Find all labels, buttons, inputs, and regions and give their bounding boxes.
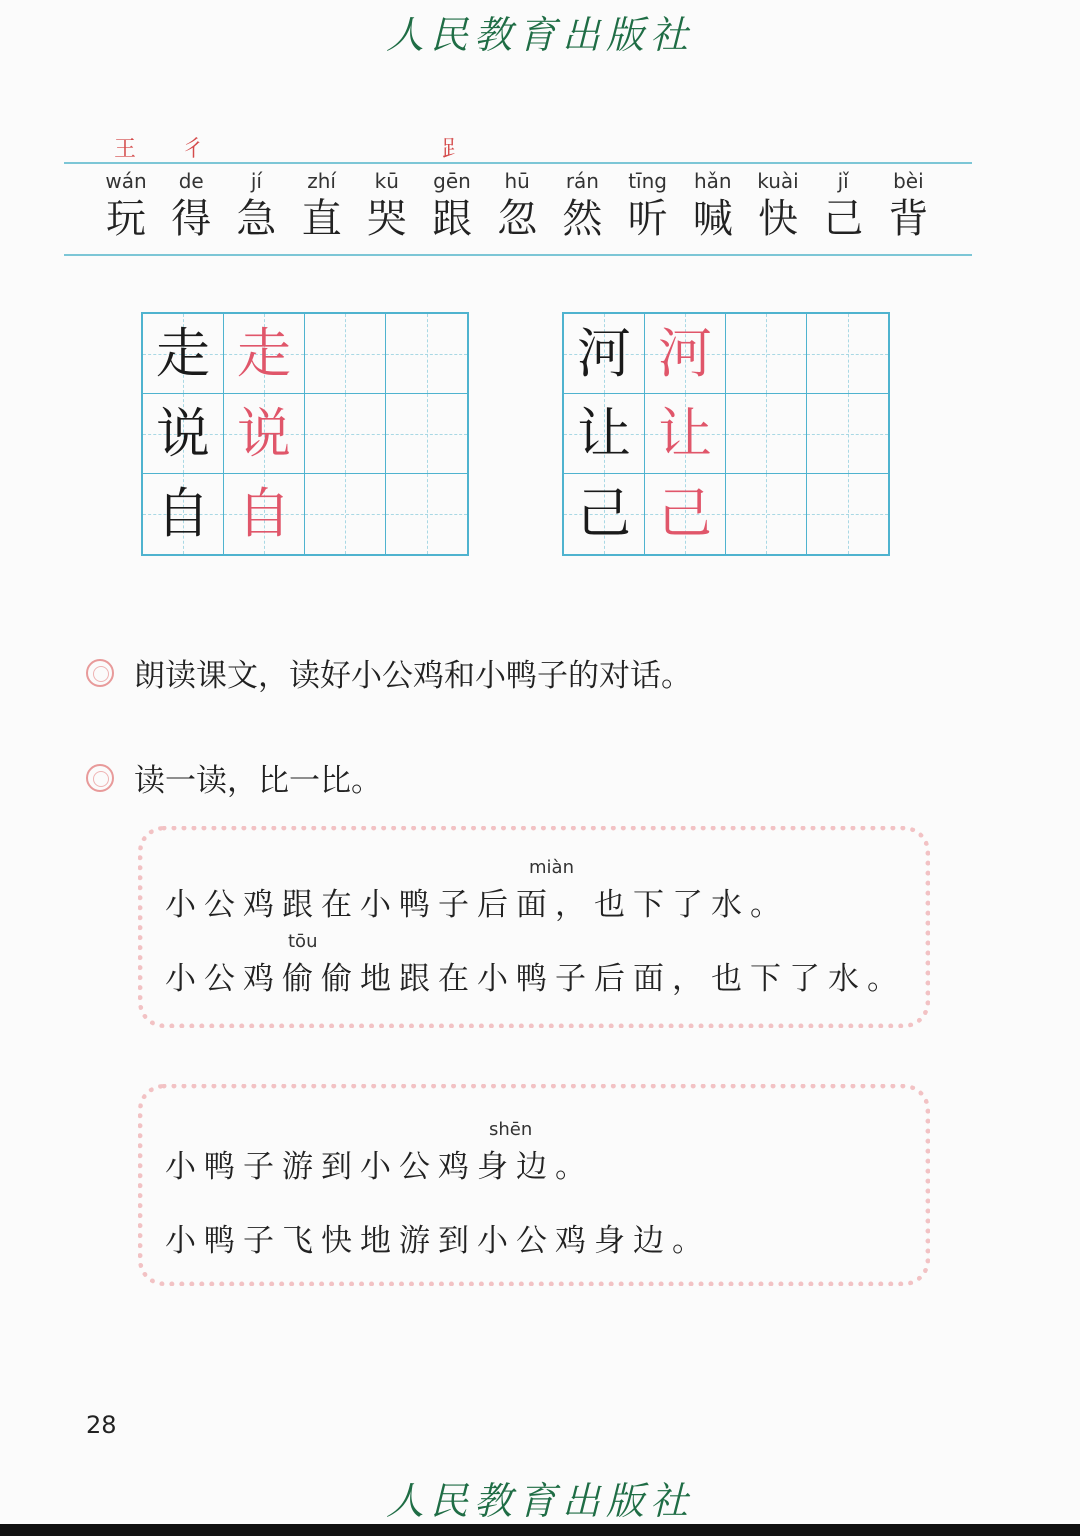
seal-icon (86, 659, 114, 687)
model-character: 自 (156, 482, 210, 545)
vocab-item (357, 168, 417, 244)
model-character: 说 (156, 401, 210, 465)
grid-cell (224, 474, 305, 554)
vocab-pinyin: tīng (628, 169, 667, 193)
model-character: 己 (577, 482, 631, 545)
pinyin-annotation: shēn (489, 1119, 533, 1140)
sentence: 小鸭子飞快地游到小公鸡身边。 (165, 1223, 711, 1259)
trace-character: 己 (658, 482, 712, 545)
vocab-item (878, 168, 938, 244)
vocab-pinyin: kuài (757, 169, 799, 193)
grid-cell (143, 394, 224, 474)
trace-character: 说 (237, 401, 291, 465)
vocab-hanzi: 背 (888, 196, 929, 242)
vocab-hanzi: 跟 (432, 196, 472, 242)
vocab-pinyin: rán (565, 169, 599, 193)
vocab-hanzi: 哭 (366, 196, 407, 242)
vocab-item (161, 168, 221, 244)
vocab-hanzi: 快 (758, 196, 798, 242)
bottom-edge (0, 1524, 1080, 1536)
vocab-item (422, 168, 482, 244)
grid-cell (645, 474, 726, 554)
trace-character: 自 (237, 482, 291, 545)
sentence: 小公鸡偷偷地跟在小鸭子后面，也下了水。 (165, 961, 906, 997)
vocab-pinyin: de (178, 169, 204, 193)
vocab-pinyin: hǎn (693, 169, 732, 193)
model-character: 河 (577, 321, 631, 385)
grid-cell (564, 394, 645, 474)
vocab-item (683, 168, 743, 244)
vocab-item (487, 168, 547, 244)
vocab-hanzi: 直 (301, 196, 342, 242)
vocab-hanzi: 得 (171, 196, 212, 242)
vocab-hanzi: 急 (236, 196, 277, 242)
pinyin-annotation: miàn (529, 857, 574, 878)
instruction-1 (86, 650, 692, 695)
sentence: 小鸭子游到小公鸡身边。 (165, 1149, 594, 1185)
vocab-pinyin: jí (250, 169, 262, 193)
vocab-pinyin: jǐ (837, 169, 849, 193)
trace-character: 让 (658, 401, 712, 465)
reading-box-2 (138, 1084, 930, 1286)
radical-label: 彳 (182, 137, 205, 162)
vocab-item (226, 168, 286, 244)
vocab-hanzi: 忽 (497, 196, 538, 242)
writing-grid-left (141, 312, 469, 556)
instruction-text: 读一读，比一比。 (134, 763, 382, 799)
vocab-item (748, 168, 808, 244)
grid-cell (807, 314, 888, 394)
vocab-item (813, 168, 873, 244)
instruction-text: 朗读课文，读好小公鸡和小鸭子的对话。 (134, 658, 692, 694)
vocab-pinyin: bèi (893, 169, 924, 193)
grid-cell (305, 314, 386, 394)
vocab-pinyin: wán (105, 169, 147, 193)
trace-character: 河 (658, 321, 712, 385)
vocab-hanzi: 玩 (106, 196, 146, 242)
vocab-hanzi: 己 (823, 196, 864, 242)
grid-cell (143, 314, 224, 394)
vocab-pinyin: zhí (307, 169, 336, 193)
pinyin-annotation: tōu (288, 931, 318, 952)
grid-cell (645, 314, 726, 394)
trace-character: 走 (237, 321, 291, 385)
grid-cell (386, 314, 467, 394)
vocab-hanzi: 听 (627, 196, 668, 242)
vocab-pinyin: gēn (433, 169, 471, 193)
vocab-pinyin: hū (504, 169, 530, 193)
grid-cell (143, 474, 224, 554)
grid-cell (224, 394, 305, 474)
grid-cell (305, 474, 386, 554)
grid-cell (807, 474, 888, 554)
page-number: 28 (86, 1411, 117, 1439)
grid-cell (726, 394, 807, 474)
vocab-hanzi: 喊 (692, 196, 733, 242)
grid-cell (726, 474, 807, 554)
seal-icon (86, 764, 114, 792)
writing-grid-right (562, 312, 890, 556)
grid-cell (305, 394, 386, 474)
radical-label: 𧾷 (442, 137, 465, 162)
grid-cell (807, 394, 888, 474)
grid-cell (645, 394, 726, 474)
grid-cell (386, 394, 467, 474)
model-character: 走 (156, 321, 210, 385)
grid-cell (564, 314, 645, 394)
grid-cell (224, 314, 305, 394)
grid-cell (564, 474, 645, 554)
publisher-logo-bottom: 人民教育出版社 (385, 1479, 694, 1523)
sentence: 小公鸡跟在小鸭子后面，也下了水。 (165, 887, 789, 923)
vocab-pinyin: kū (374, 169, 399, 193)
vocab-hanzi: 然 (562, 196, 603, 242)
radical-label: 王 (114, 137, 137, 162)
vocab-item (292, 168, 352, 244)
vocab-item (96, 168, 156, 244)
grid-cell (386, 474, 467, 554)
publisher-logo-top: 人民教育出版社 (385, 13, 694, 57)
model-character: 让 (577, 401, 631, 465)
grid-cell (726, 314, 807, 394)
instruction-2 (86, 755, 382, 800)
vocab-item (552, 168, 612, 244)
vocab-item (618, 168, 678, 244)
reading-box-1 (138, 826, 930, 1028)
